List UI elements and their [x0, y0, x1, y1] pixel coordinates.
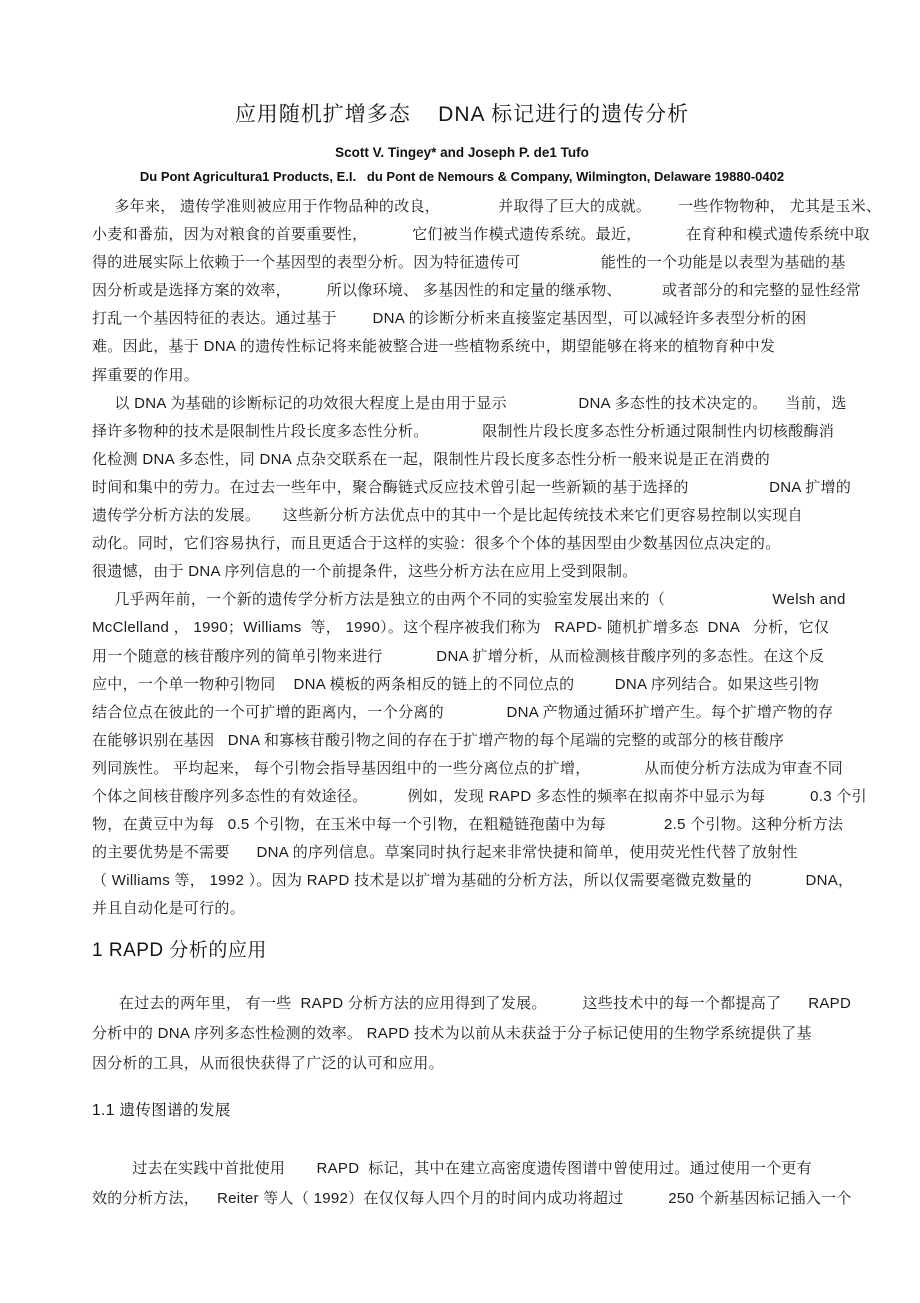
- intro-paragraph-2: [92, 390, 852, 587]
- text-line: 多年来， 遗传学准则被应用于作物品种的改良， 并取得了巨大的成就。 一些作物物种， 尤其是玉米、: [92, 198, 882, 215]
- text-line: 时间和集中的劳力。在过去一些年中，聚合酶链式反应技术曾引起一些新颖的基于选择的 DNA 扩增的: [92, 478, 852, 496]
- text-line: 挥重要的作用。: [92, 366, 200, 384]
- text-line: 分析中的 DNA 序列多态性检测的效率。 RAPD 技术为以前从未获益于分子标记使用的生物学系统提供了基: [92, 1025, 812, 1043]
- text-line: 择许多物种的技术是限制性片段长度多态性分析。 限制性片段长度多态性分析通过限制性内切核酸酶消: [92, 422, 835, 440]
- text-line: 因分析或是选择方案的效率， 所以像环境、 多基因性的和定量的继承物、 或者部分的和完整的显性经常: [92, 282, 861, 300]
- section-1-heading: 1 RAPD 分析的应用: [92, 940, 267, 962]
- text-line: 的主要优势是不需要 DNA 的序列信息。草案同时执行起来非常快捷和简单，使用荧光性代替了放射性: [92, 844, 798, 862]
- text-line: 效的分析方法， Reiter 等人（ 1992）在仅仅每人四个月的时间内成功将超过 250 个新基因标记插入一个: [92, 1190, 852, 1208]
- text-line: 物，在黄豆中为每 0.5 个引物，在玉米中每一个引物，在粗糙链孢菌中为每 2.5 个引物。这种分析方法: [92, 816, 844, 834]
- text-line: McClelland ， 1990；Williams 等， 1990）。这个程序被我们称为 RAPD- 随机扩增多态 DNA 分析，它仅: [92, 619, 830, 637]
- authors-line: Scott V. Tingey* and Joseph P. de1 Tufo: [335, 145, 589, 160]
- text-line: 得的进展实际上依赖于一个基因型的表型分析。因为特征遗传可 能性的一个功能是以表型为基础的基: [92, 254, 846, 272]
- text-line: 动化。同时，它们容易执行，而且更适合于这样的实验：很多个个体的基因型由少数基因位点决定的。: [92, 535, 781, 553]
- text-line: 结合位点在彼此的一个可扩增的距离内，一个分离的 DNA 产物通过循环扩增产生。每个扩增产物的存: [92, 703, 834, 721]
- text-line: 难。因此，基于 DNA 的遗传性标记将来能被整合进一些植物系统中，期望能够在将来的植物育种中发: [92, 338, 776, 356]
- text-line: 打乱一个基因特征的表达。通过基于 DNA 的诊断分析来直接鉴定基因型，可以减轻许多表型分析的困: [92, 310, 807, 328]
- text-line: （ Williams 等， 1992 ）。因为 RAPD 技术是以扩增为基础的分析方法，所以仅需要毫微克数量的 DNA，: [92, 872, 854, 890]
- text-line: 并且自动化是可行的。: [92, 900, 246, 918]
- text-line: 列同族性。 平均起来， 每个引物会指导基因组中的一些分离位点的扩增， 从而使分析方法成为审查不同: [92, 759, 844, 777]
- text-line: 以 DNA 为基础的诊断标记的功效很大程度上是由用于显示 DNA 多态性的技术决定的。 当前，选: [92, 394, 847, 412]
- intro-paragraph-1: [92, 193, 882, 390]
- text-line: 很遗憾，由于 DNA 序列信息的一个前提条件，这些分析方法在应用上受到限制。: [92, 563, 638, 581]
- text-line: 几乎两年前，一个新的遗传学分析方法是独立的由两个不同的实验室发展出来的（ Welsh and: [92, 591, 846, 609]
- text-line: 遗传学分析方法的发展。 这些新分析方法优点中的其中一个是比起传统技术来它们更容易控制以实现自: [92, 507, 803, 525]
- text-line: 用一个随意的核苷酸序列的简单引物来进行 DNA 扩增分析，从而检测核苷酸序列的多态性。在这个反: [92, 647, 825, 665]
- text-line: 因分析的工具，从而很快获得了广泛的认可和应用。: [92, 1055, 444, 1073]
- text-line: 个体之间核苷酸序列多态性的有效途径。 例如，发现 RAPD 多态性的频率在拟南芥中显示为每 0.3 个引: [92, 787, 867, 805]
- text-line: 小麦和番茄，因为对粮食的首要重要性， 它们被当作模式遗传系统。最近， 在育种和模式遗传系统中取: [92, 226, 870, 244]
- text-line: 过去在实践中首批使用 RAPD 标记，其中在建立高密度遗传图谱中曾使用过。通过使用一个更有: [92, 1160, 812, 1178]
- document-page: [92, 0, 882, 1214]
- section-1-1-heading: 1.1 遗传图谱的发展: [92, 1102, 231, 1120]
- affiliation-line: Du Pont Agricultura1 Products, E.I. du Pont de Nemours & Company, Wilmington, Delaware 19880-0402: [139, 169, 785, 184]
- section-1-1-paragraph: [92, 1154, 852, 1214]
- text-line: 在过去的两年里， 有一些 RAPD 分析方法的应用得到了发展。 这些技术中的每一个都提高了 RAPD: [92, 995, 852, 1013]
- text-line: 应中，一个单一物种引物同 DNA 模板的两条相反的链上的不同位点的 DNA 序列结合。如果这些引物: [92, 675, 820, 693]
- text-line: 在能够识别在基因 DNA 和寡核苷酸引物之间的存在于扩增产物的每个尾端的完整的或部分的核苷酸序: [92, 731, 785, 749]
- text-line: 化检测 DNA 多态性，同 DNA 点杂交联系在一起，限制性片段长度多态性分析一般来说是正在消费的: [92, 450, 771, 468]
- section-1-paragraph: [92, 989, 852, 1079]
- page-title: 应用随机扩增多态 DNA 标记进行的遗传分析: [234, 103, 690, 126]
- body-text: [92, 193, 882, 1214]
- intro-paragraph-3: [92, 586, 867, 923]
